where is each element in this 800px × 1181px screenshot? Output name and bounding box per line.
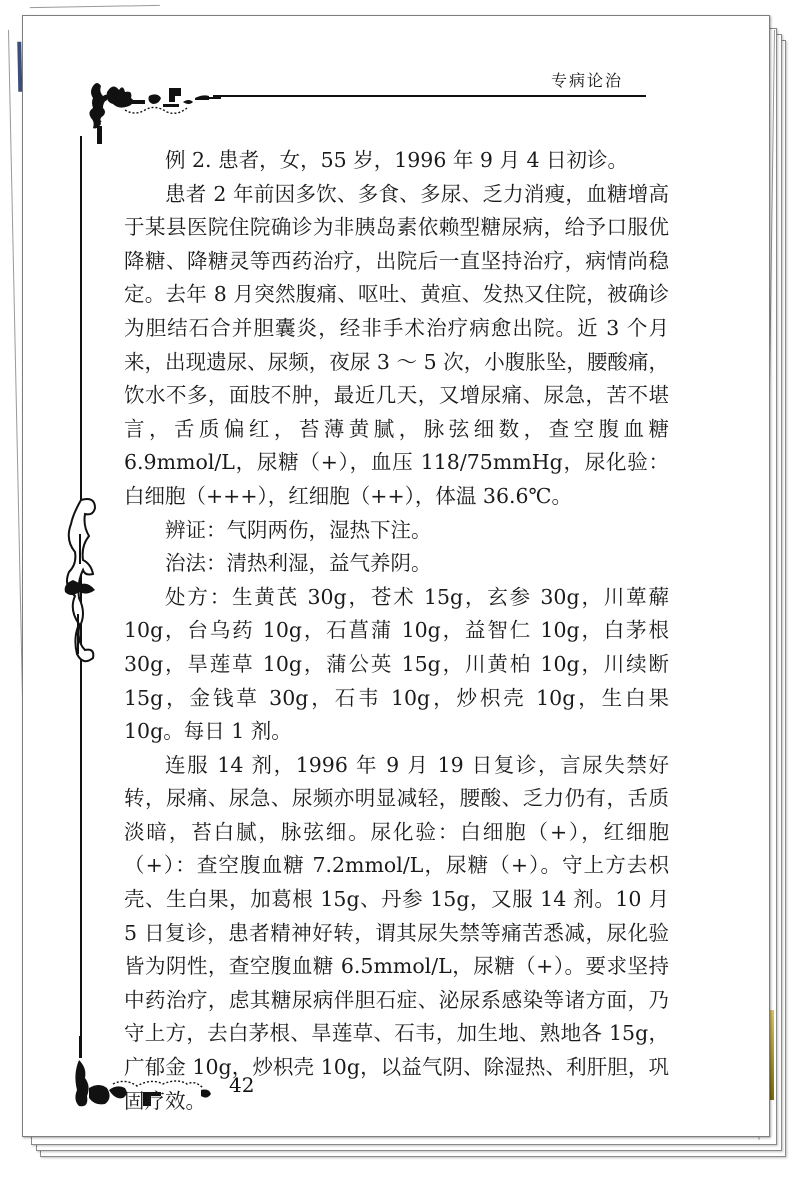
- paragraph-treatment-method: 治法：清热利湿，益气养阴。: [165, 551, 432, 576]
- running-header-title: 专病论治: [551, 71, 624, 90]
- paragraph-history: 患者 2 年前因多饮、多食、多尿、乏力消瘦，血糖增高于某县医院住院确诊为非胰岛素依赖型糖尿病，给予口服优降糖、降糖灵等西药治疗，出院后一直坚持治疗，病情尚稳定。去年 8 月突然腹痛、呕吐、黄疸、发热又住院，被确诊为胆结石合并胆囊炎，经非手术治疗病愈出院。近 3 个月来，出现遗尿、尿频，夜尿 3 ～ 5 次，小腹胀坠，腰酸痛，饮水不多，面肢不肿，最近几天，又增尿痛、尿急，苦不堪言，舌质偏红，苔薄黄腻，脉弦细数，查空腹血糖 6.9mmol/L，尿糖（+），血压 118/75mmHg，尿化验：白细胞（+++），红细胞（++），体温 36.6℃。: [124, 181, 669, 508]
- corner-flourish-icon: [71, 78, 221, 148]
- paragraph-case-intro: 例 2. 患者，女，55 岁，1996 年 9 月 4 日初诊。: [165, 148, 629, 172]
- paragraph-prescription: 处方：生黄芪 30g，苍术 15g，玄参 30g，川萆薢 10g，台乌药 10g，石菖蒲 10g，益智仁 10g，白茅根 30g，旱莲草 10g，蒲公英 15g，川黄柏 10g，川续断 15g，金钱草 30g，石韦 10g，炒枳壳 10g，生白果 10g。每日 1 剂。: [124, 584, 669, 744]
- paragraph-diagnosis: 辨证：气阴两伤，湿热下注。: [165, 517, 432, 542]
- book-page: [22, 15, 770, 1137]
- scroll-flourish-icon: [59, 494, 103, 694]
- body-text: [124, 144, 669, 1118]
- page-number: 42: [229, 1073, 255, 1097]
- header-rule: [213, 95, 646, 97]
- paragraph-follow-up: 连服 14 剂，1996 年 9 月 19 日复诊，言尿失禁好转，尿痛、尿急、尿频亦明显减轻，腰酸、乏力仍有，舌质淡暗，苔白腻，脉弦细。尿化验：白细胞（+），红细胞（+）：查空腹血糖 7.2mmol/L，尿糖（+）。守上方去枳壳、生白果，加葛根 15g、丹参 15g，又服 14 剂。10 月 5 日复诊，患者精神好转，谓其尿失禁等痛苦悉减，尿化验皆为阴性，查空腹血糖 6.5mmol/L，尿糖（+）。要求坚持中药治疗，虑其糖尿病伴胆石症、泌尿系感染等诸方面，乃守上方，去白茅根、旱莲草、石韦，加生地、熟地各 15g，广郁金 10g，炒枳壳 10g，以益气阴、除湿热、利肝胆，巩固疗效。: [124, 752, 669, 1113]
